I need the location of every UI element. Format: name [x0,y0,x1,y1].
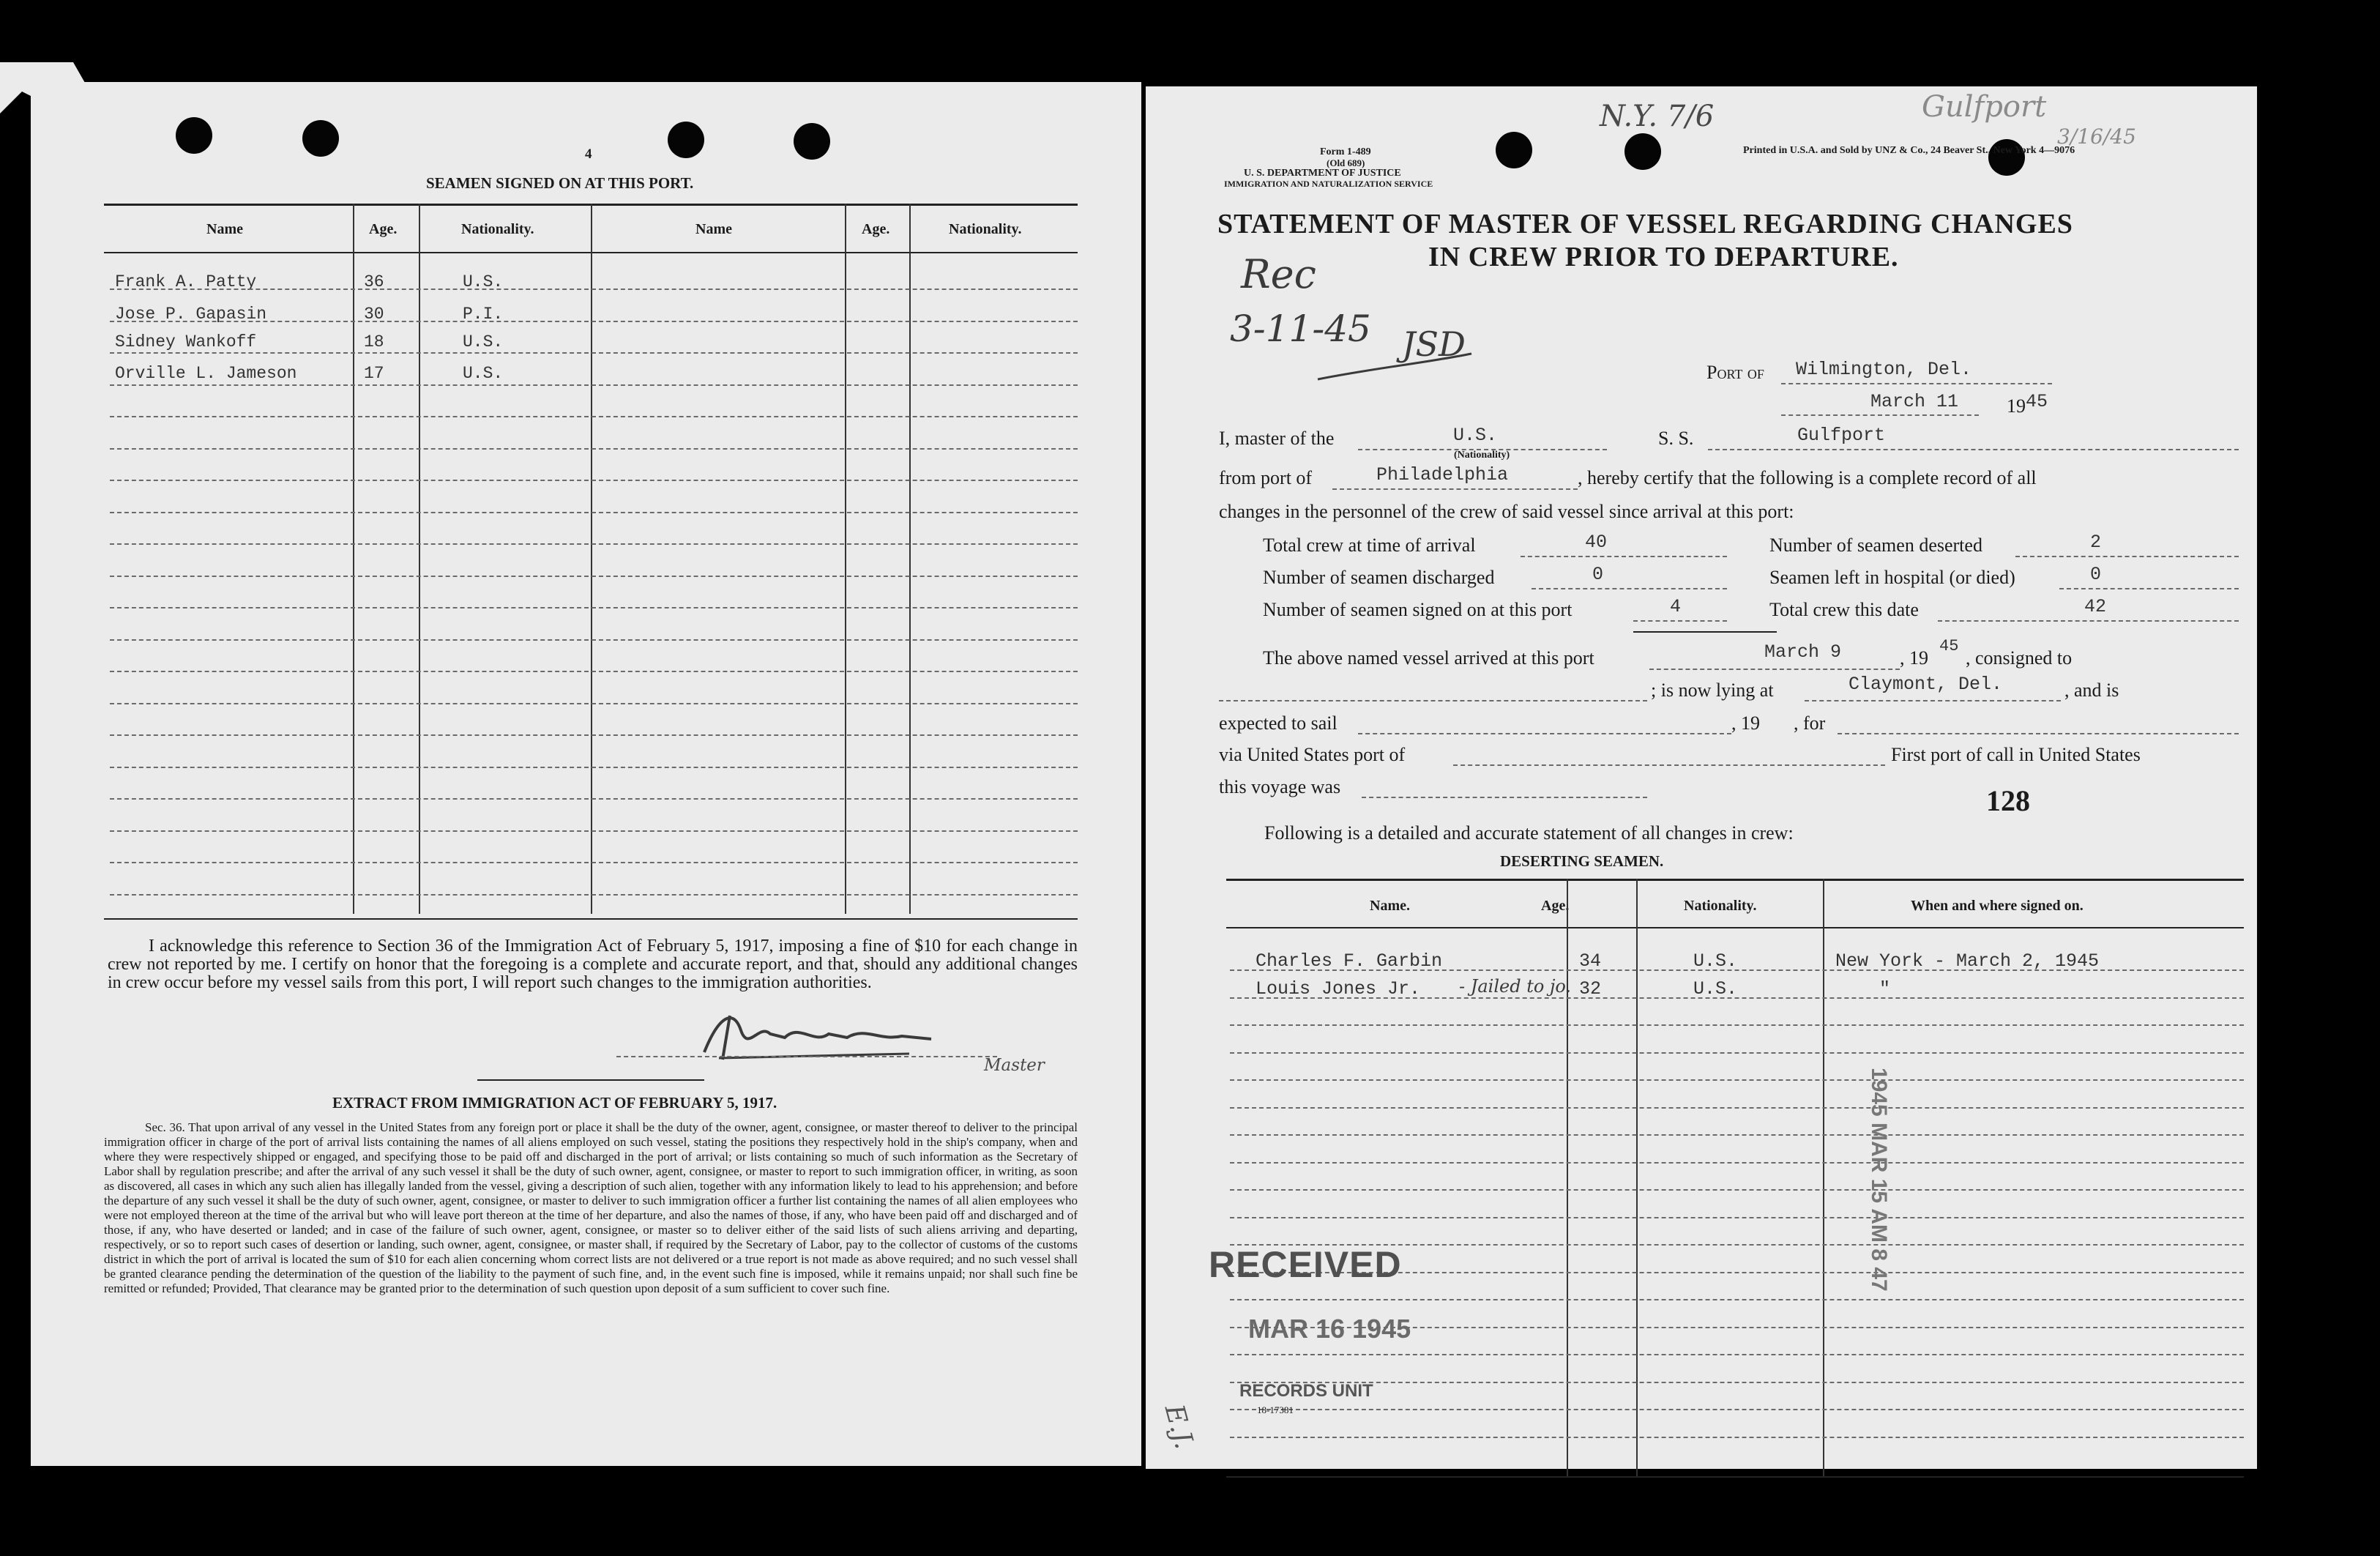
port-line [1781,383,2052,384]
received-stamp-date: MAR 16 1945 [1248,1314,1411,1344]
col-nationality: Nationality. [461,221,534,237]
punch-hole [1496,132,1532,168]
col-age-2: Age. [862,221,890,237]
deserting-title: DESERTING SEAMEN. [1500,852,1664,870]
lying-label: ; is now lying at [1651,680,1774,701]
seaman-nationality: U.S. [463,332,504,351]
records-unit-stamp: RECORDS UNIT [1239,1381,1373,1401]
row-line [110,639,1078,641]
nationality-value: U.S. [1453,425,1498,446]
initials-underline [1314,350,1475,387]
col-age: Age. [1541,898,1570,914]
consignee-line [1219,700,1647,701]
row-line [110,671,1078,672]
col-age: Age. [369,221,398,237]
total-crew-date-line [1938,620,2239,622]
stamped-number: 128 [1986,784,2030,817]
seaman-name: Sidney Wankoff [115,332,257,351]
nationality-label: (Nationality) [1454,450,1510,461]
total-crew-date-value: 42 [2084,596,2107,617]
col-nationality-2: Nationality. [949,221,1022,237]
vertical-date-stamp: 1945 MAR 15 AM 8 47 [1867,1068,1891,1292]
seaman-nationality: P.I. [463,305,504,324]
master-label: Master [984,1056,1045,1075]
row-line [110,862,1078,863]
row-line [1230,1162,2244,1164]
deserter-note: - Jailed to jo. [1459,976,1572,997]
first-port-label: First port of call in United States [1891,744,2141,765]
punch-hole [794,123,830,160]
page-number: 4 [585,146,592,162]
hospital-label: Seamen left in hospital (or died) [1769,567,2015,588]
following-text: Following is a detailed and accurate statement of all changes in crew: [1264,822,1794,844]
right-page [1146,86,2257,1469]
received-date-note: 3-11-45 [1230,308,1371,350]
col-signed-on: When and where signed on. [1911,898,2084,914]
row-line [1230,969,2244,971]
date-value: March 11 [1870,391,1959,412]
seaman-age: 18 [364,332,384,351]
date-year-prefix: 19 [2007,395,2026,417]
deserter-age: 32 [1579,978,1602,1000]
row-line [110,321,1078,322]
handwritten-date: 3/16/45 [2057,124,2136,149]
col-name-2: Name [695,221,732,237]
row-line [110,894,1078,896]
crew-arrival-label: Total crew at time of arrival [1263,535,1476,556]
row-line [110,703,1078,704]
signed-on-line [1633,620,1727,622]
row-line [1230,1354,2244,1355]
rule [1226,879,2244,881]
for-line [1838,733,2239,734]
section-title: SEAMEN SIGNED ON AT THIS PORT. [426,174,694,192]
port-of-value: Wilmington, Del. [1796,359,1972,380]
ss-line [1708,449,2239,450]
row-line [110,384,1078,386]
col-divider [909,204,911,914]
crew-arrival-line [1521,556,1727,557]
row-line [1230,1217,2244,1218]
seaman-age: 17 [364,364,384,383]
deserted-line [2015,556,2239,557]
row-line [1230,1409,2244,1410]
row-line [110,543,1078,545]
row-line [110,352,1078,354]
row-line [1230,997,2244,999]
row-line [110,448,1078,450]
changes-text: changes in the personnel of the crew of said vessel since arrival at this port: [1219,501,1794,522]
row-line [110,416,1078,417]
punch-hole [176,117,212,154]
extract-title: EXTRACT FROM IMMIGRATION ACT OF FEBRUARY 5, 1917. [332,1094,777,1112]
arrived-line [1649,669,1900,670]
arrived-label: The above named vessel arrived at this port [1263,647,1594,669]
row-line [110,480,1078,481]
row-line [110,512,1078,513]
ss-label: S. S. [1658,428,1694,449]
deserter-age: 34 [1579,950,1602,972]
received-initials: JSD [1402,324,1466,364]
deserter-signed-on: New York - March 2, 1945 [1835,950,2100,972]
seaman-name: Frank A. Patty [115,272,257,291]
from-port-value: Philadelphia [1376,464,1509,485]
deserter-nationality: U.S. [1693,978,1738,1000]
consigned-label: , consigned to [1966,647,2073,669]
lying-value: Claymont, Del. [1849,674,2003,695]
crew-arrival-value: 40 [1585,532,1608,553]
corner-initials: E.J. [1158,1401,1200,1453]
row-line [1230,1299,2244,1300]
rule [1226,927,2244,928]
rule [477,1079,704,1081]
expected-year: , 19 [1731,712,1760,734]
hospital-line [2059,588,2239,589]
row-line [1230,1189,2244,1191]
master-of-label: I, master of the [1219,428,1335,449]
rule [1226,1476,2244,1478]
certify-text: , hereby certify that the following is a complete record of all [1578,467,2037,488]
col-nationality: Nationality. [1684,898,1757,914]
printer-note: Printed in U.S.A. and Sold by UNZ & Co., 24 Beaver St., New York 4—9076 [1743,145,2075,156]
punch-hole [302,120,339,157]
row-line [1230,1079,2244,1081]
stamp-code: 18-17381 [1257,1404,1294,1415]
seaman-name: Jose P. Gapasin [115,305,267,324]
rule [1633,631,1777,633]
row-line [1230,1052,2244,1054]
deserter-signed-on: " [1879,978,1891,1000]
discharged-value: 0 [1592,564,1604,585]
via-line [1453,764,1885,766]
form-title-line1: STATEMENT OF MASTER OF VESSEL REGARDING CHANGES [1217,209,2073,239]
handwritten-ref: N.Y. 7/6 [1600,100,1715,133]
col-divider [1636,879,1638,1478]
deserted-value: 2 [2090,532,2102,553]
ss-value: Gulfport [1797,425,1886,446]
department: U. S. DEPARTMENT OF JUSTICE [1244,168,1401,179]
col-divider [1567,879,1568,1478]
for-label: , for [1794,712,1826,734]
from-port-line [1332,488,1578,490]
row-line [110,607,1078,608]
voyage-line [1362,797,1647,798]
row-line [1230,1134,2244,1136]
lying-line [1805,700,2061,701]
col-name: Name. [1370,898,1410,914]
seaman-nationality: U.S. [463,272,504,291]
and-is-label: , and is [2064,680,2119,701]
col-divider [353,204,354,914]
col-divider [419,204,420,914]
service: IMMIGRATION AND NATURALIZATION SERVICE [1224,179,1433,189]
from-port-label: from port of [1219,467,1313,488]
seaman-nationality: U.S. [463,364,504,383]
row-line [1230,1437,2244,1438]
row-line [110,576,1078,577]
date-line [1781,414,1979,416]
deserter-nationality: U.S. [1693,950,1738,972]
form-old: (Old 689) [1327,157,1365,168]
expected-line [1358,733,1731,734]
row-line [110,734,1078,736]
discharged-label: Number of seamen discharged [1263,567,1495,588]
punch-hole [1624,133,1661,170]
voyage-label: this voyage was [1219,776,1341,797]
form-number: Form 1-489 [1320,146,1371,157]
seaman-age: 30 [364,305,384,324]
total-crew-date-label: Total crew this date [1769,599,1919,620]
received-stamp: RECEIVED [1209,1244,1402,1285]
torn-corner [0,62,88,128]
form-title-line2: IN CREW PRIOR TO DEPARTURE. [1428,242,1899,272]
row-line [1230,1024,2244,1026]
signed-on-value: 4 [1670,596,1682,617]
row-line [110,767,1078,768]
signature-line [616,1056,997,1057]
row-line [110,289,1078,290]
row-line [1230,1382,2244,1383]
signed-on-label: Number of seamen signed on at this port [1263,599,1573,620]
arrived-date: March 9 [1764,641,1842,663]
acknowledgement-text: I acknowledge this reference to Section 36 of the Immigration Act of February 5, 1917, imposing a fine of $10 for each change in crew not reported by me. I certify on honor that the foregoing is a complete and accurate report, and that, should any additional changes in crew occur before my vessel sails from this port, I will report such changes to the immigration authorities. [108,937,1078,992]
deserter-name: Charles F. Garbin [1256,950,1443,972]
received-note: Rec [1241,251,1316,297]
rule [104,918,1078,920]
col-divider [845,204,846,914]
handwritten-vessel: Gulfport [1922,90,2047,124]
seaman-age: 36 [364,272,384,291]
row-line [110,798,1078,800]
row-line [1230,1107,2244,1109]
punch-hole [668,122,704,158]
deserted-label: Number of seamen deserted [1769,535,1982,556]
left-page [31,82,1141,1466]
hospital-value: 0 [2090,564,2102,585]
arrived-year: 45 [1939,637,1959,655]
arrived-year-prefix: , 19 [1900,647,1928,669]
col-divider [591,204,592,914]
row-line [110,830,1078,832]
extract-text: Sec. 36. That upon arrival of any vessel in the United States from any foreign port or place it shall be the duty of the owner, agent, consignee, or master thereof to deliver to the principal immigration officer in charge of the port of arrival lists containing the names of all aliens employed on such vessel, stating the positions they respectively hold in the ship's company, when and where they were respectively shipped or engaged, and specifying those to be paid off and discharged in the port of arrival; or lists containing so much of such information as the Secretary of Labor shall by regulation prescribe; and after the arrival of any such vessel it shall be the duty of such owner, agent, consignee, or master to report to such immigration officer, in writing, as soon as discovered, all cases in which any such alien has illegally landed from the vessel, giving a description of such alien, together with any information likely to lead to his apprehension; and before the departure of any such vessel it shall be the duty of such owner, agent, consignee, or master to deliver to such immigration officer a further list containing the names of all alien employees who were not employed thereon at the time of the arrival but who will leave port thereon at the time of her departure, and also the names of those, if any, who have been paid off and discharged and of those, if any, who have deserted or landed; and in case of the failure of such owner, agent, consignee, or master so to deliver either of the said lists of such aliens arriving and departing, respectively, or so to report such cases of desertion or landing, such owner, agent, consignee, or master shall, if required by the Secretary of Labor, pay to the collector of customs of the customs district in which the port of arrival is located the sum of $10 for each alien concerning whom correct lists are not delivered or a true report is not made as above required; and no such vessel shall be granted clearance pending the determination of the question of the liability to the payment of such fine, and, in the event such fine is imposed, while it remains unpaid; nor shall such fine be remitted or refunded; Provided, That clearance may be granted prior to the determination of such question upon deposit of a sum sufficient to cover such fine. [104,1120,1078,1295]
via-label: via United States port of [1219,744,1406,765]
expected-label: expected to sail [1219,712,1338,734]
seaman-name: Orville L. Jameson [115,364,297,383]
date-year: 45 [2026,391,2048,412]
deserter-name: Louis Jones Jr. [1256,978,1421,1000]
discharged-line [1532,588,1727,589]
col-name: Name [206,221,243,237]
port-of-label: Port of [1706,362,1764,383]
col-divider [1823,879,1824,1478]
